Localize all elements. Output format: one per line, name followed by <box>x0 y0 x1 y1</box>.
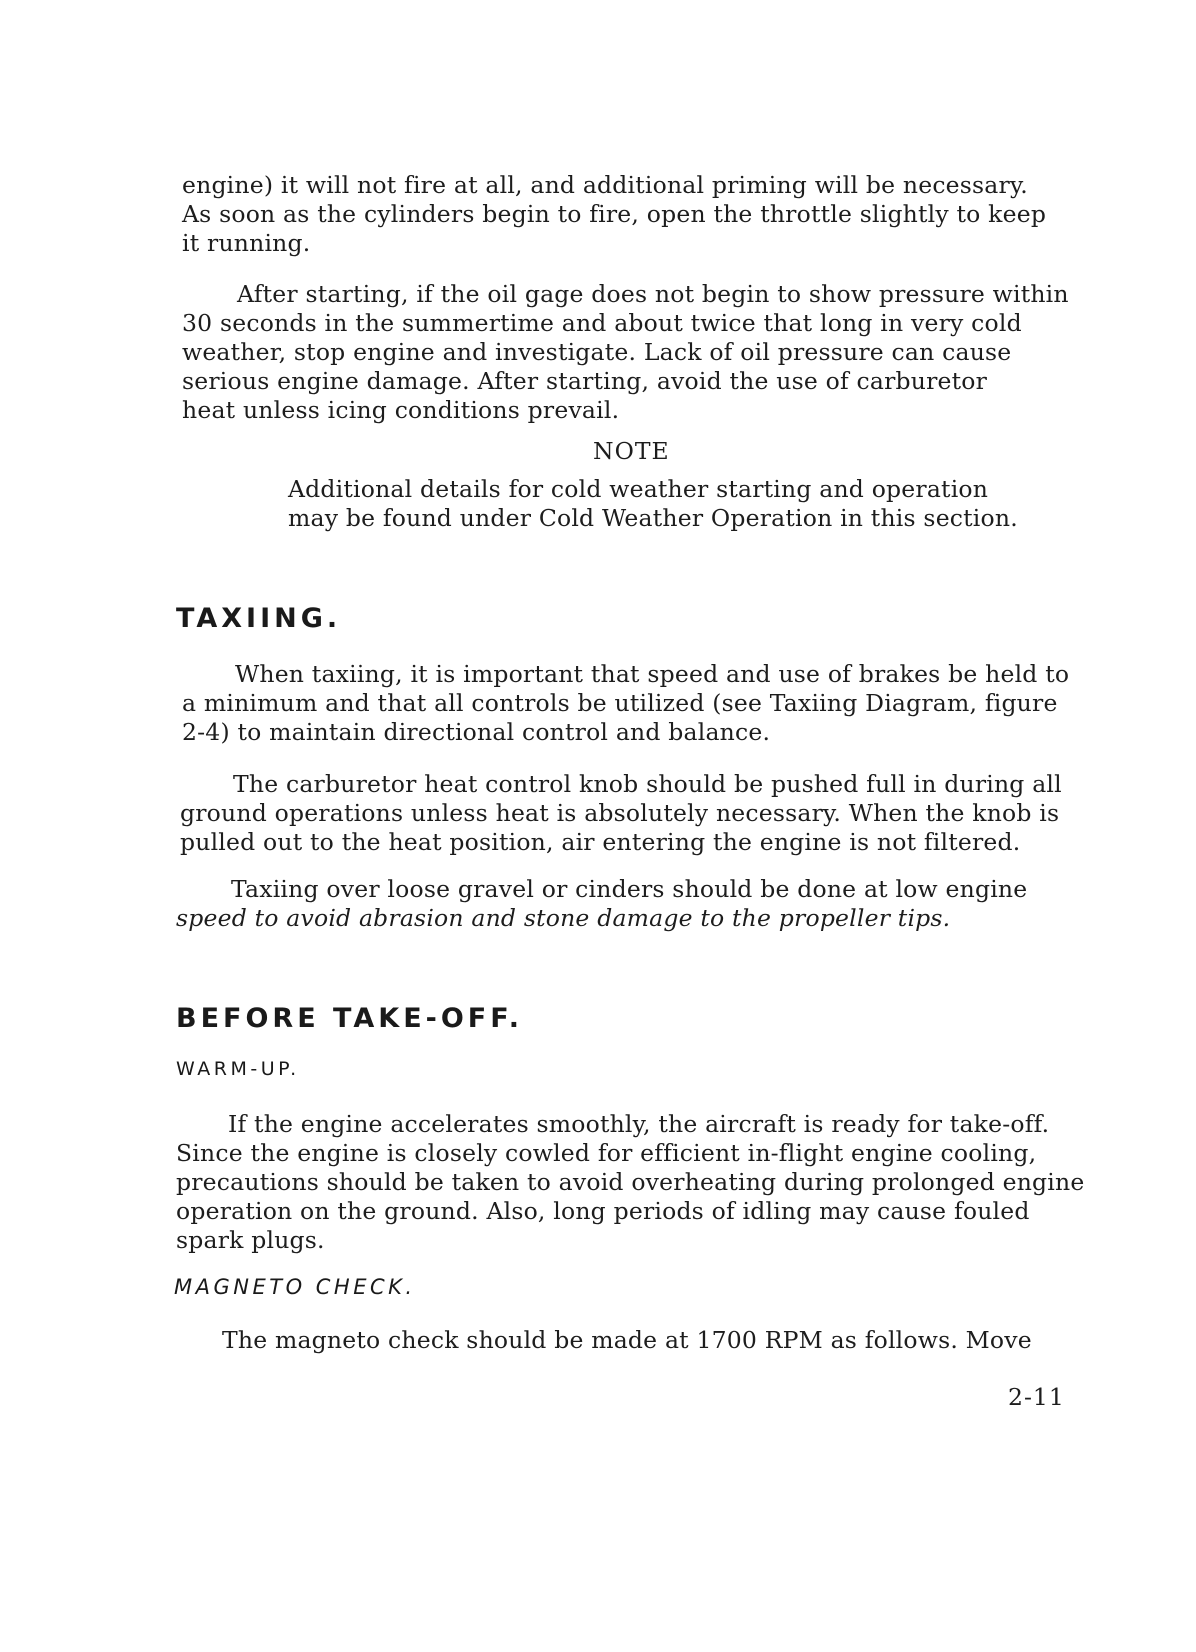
text-line: Since the engine is closely cowled for efficient in-flight engine cooling, <box>176 1139 1037 1167</box>
text-line: When taxiing, it is important that speed and use of brakes be held to <box>235 660 1070 688</box>
text-line: a minimum and that all controls be utilized (see Taxiing Diagram, figure <box>182 689 1058 717</box>
text-line: heat unless icing conditions prevail. <box>182 396 620 424</box>
text-line: it running. <box>182 229 311 257</box>
paragraph-carburetor-heat <box>180 770 1062 857</box>
text-line: The carburetor heat control knob should be pushed full in during all <box>233 770 1062 798</box>
paragraph-engine-priming <box>182 171 1046 258</box>
text-line: engine) it will not fire at all, and additional priming will be necessary. <box>182 171 1028 199</box>
text-line: After starting, if the oil gage does not begin to show pressure within <box>237 280 1069 308</box>
text-line: precautions should be taken to avoid overheating during prolonged engine <box>176 1168 1085 1196</box>
paragraph-loose-gravel <box>176 875 1027 933</box>
subheading-warm-up: WARM-UP. <box>176 1058 300 1080</box>
text-line: ground operations unless heat is absolutely necessary. When the knob is <box>180 799 1060 827</box>
paragraph-warm-up <box>176 1110 1084 1255</box>
subheading-magneto-check: MAGNETO CHECK. <box>174 1275 416 1299</box>
text-line: Taxiing over loose gravel or cinders should be done at low engine <box>231 875 1028 903</box>
text-line: Additional details for cold weather starting and operation <box>288 475 989 503</box>
text-line: weather, stop engine and investigate. Lack of oil pressure can cause <box>182 338 1012 366</box>
paragraph-magneto-check <box>222 1326 1032 1355</box>
text-line: As soon as the cylinders begin to fire, open the throttle slightly to keep <box>182 200 1047 228</box>
heading-taxiing: TAXIING. <box>176 603 342 634</box>
text-line: 30 seconds in the summertime and about twice that long in very cold <box>182 309 1022 337</box>
paragraph-oil-pressure <box>182 280 1069 425</box>
text-line: may be found under Cold Weather Operation in this section. <box>288 504 1018 532</box>
text-line: pulled out to the heat position, air entering the engine is not filtered. <box>180 828 1021 856</box>
text-line: speed to avoid abrasion and stone damage to the propeller tips. <box>176 904 951 932</box>
note-label: NOTE <box>593 437 670 465</box>
page-number: 2-11 <box>1008 1383 1065 1411</box>
heading-before-takeoff: BEFORE TAKE-OFF. <box>176 1003 523 1034</box>
text-line: spark plugs. <box>176 1226 325 1254</box>
text-line: If the engine accelerates smoothly, the aircraft is ready for take-off. <box>228 1110 1050 1138</box>
text-line: The magneto check should be made at 1700 RPM as follows. Move <box>222 1326 1032 1354</box>
text-line: 2-4) to maintain directional control and balance. <box>182 718 771 746</box>
text-line: serious engine damage. After starting, avoid the use of carburetor <box>182 367 988 395</box>
text-line: operation on the ground. Also, long periods of idling may cause fouled <box>176 1197 1030 1225</box>
note-text <box>288 475 1018 533</box>
paragraph-taxiing-speed <box>182 660 1069 747</box>
